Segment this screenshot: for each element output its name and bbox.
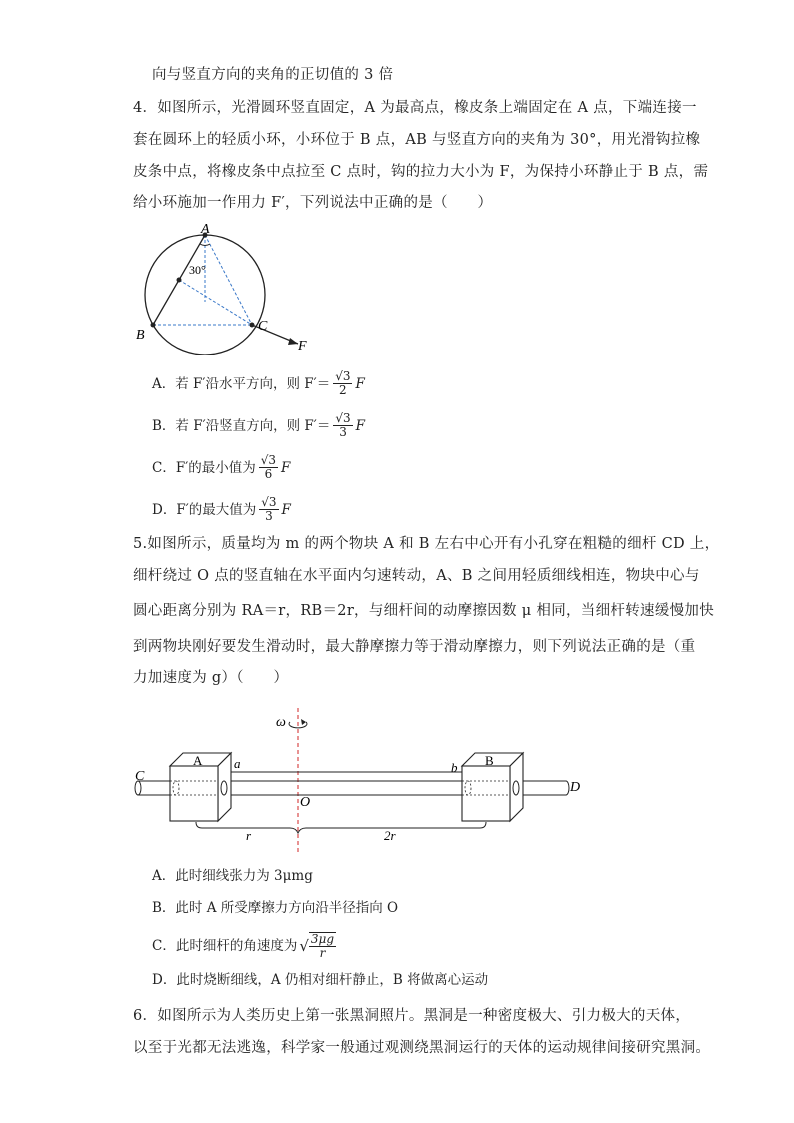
label-d-rod: D <box>570 780 581 795</box>
distance-brace <box>196 822 486 833</box>
q4-figure <box>130 220 330 355</box>
ac-dash <box>205 235 252 325</box>
label-angle: 30° <box>189 263 206 277</box>
q5-option-c-text: C．此时细杆的角速度为 <box>152 938 298 954</box>
angle-arc-icon <box>200 244 210 246</box>
q5-option-c-fraction: $\frac{3\mu g}{r}$ <box>310 932 335 960</box>
q5-line-3: 圆心距离分别为 RA＝r，RB＝2r，与细杆间的动摩擦因数 μ 相同，当细杆转速缓慢加快 <box>133 603 714 619</box>
q4-option-d-text: D．F′的最大值为 <box>152 501 257 518</box>
q5-option-b[interactable] <box>152 898 398 918</box>
q4-option-c-text: C．F′的最小值为 <box>152 459 256 476</box>
point-c <box>250 323 255 328</box>
q4-line-1: 4．如图所示，光滑圆环竖直固定，A 为最高点，橡皮条上端固定在 A 点，下端连接一 <box>133 100 697 116</box>
q4-option-d-tail: F <box>281 501 291 518</box>
mid-c-dash <box>179 280 252 325</box>
q4-option-c-tail: F <box>281 459 291 476</box>
label-block-a: A <box>193 753 203 768</box>
label-o: O <box>300 795 311 810</box>
q5-line-1: 5.如图所示，质量均为 m 的两个物块 A 和 B 左右中心开有小孔穿在粗糙的细杆 CD 上， <box>133 536 720 552</box>
q5-option-b-text: B．此时 A 所受摩擦力方向沿半径指向 O <box>152 900 399 916</box>
q5-option-a[interactable] <box>152 866 313 886</box>
q4-option-c[interactable] <box>152 454 290 481</box>
label-c: C <box>258 319 268 334</box>
q4-option-d[interactable] <box>152 496 291 523</box>
q5-option-d[interactable] <box>152 970 488 990</box>
q4-option-b-text: B．若 F′沿竖直方向，则 F′＝ <box>152 417 331 434</box>
q4-option-a-text: A．若 F′沿水平方向，则 F′＝ <box>152 375 331 392</box>
rod-end-d <box>566 781 569 795</box>
point-b <box>151 323 156 328</box>
q4-option-a[interactable] <box>152 370 365 397</box>
q6-line-1: 6．如图所示为人类历史上第一张黑洞照片。黑洞是一种密度极大、引力极大的天体， <box>133 1008 691 1024</box>
q5-line-5: 力加速度为 g）（ ） <box>133 670 289 686</box>
label-b-end: b <box>451 760 458 775</box>
q4-option-d-fraction: $\frac{√3}{3}$ <box>261 495 277 523</box>
label-block-b: B <box>485 753 494 768</box>
q4-option-b[interactable] <box>152 412 365 439</box>
q4-option-c-fraction: $\frac{√3}{6}$ <box>260 453 277 481</box>
label-b: B <box>136 328 145 343</box>
rotation-arrowhead-icon <box>301 719 306 725</box>
q4-line-4: 给小环施加一作用力 F′，下列说法中正确的是（ ） <box>133 195 493 211</box>
label-r: r <box>246 828 252 843</box>
label-c-rod: C <box>135 769 145 784</box>
continuation-line: 向与竖直方向的夹角的正切值的 3 倍 <box>152 67 394 83</box>
q6-line-2: 以至于光都无法逃逸，科学家一般通过观测绕黑洞运行的天体的运动规律间接研究黑洞。 <box>133 1040 711 1056</box>
point-mid <box>177 278 182 283</box>
q4-option-a-fraction: $\frac{√3}{2}$ <box>335 369 351 397</box>
q5-figure <box>130 708 600 853</box>
q5-line-4: 到两物块刚好要发生滑动时，最大静摩擦力等于滑动摩擦力，则下列说法正确的是（重 <box>133 639 696 655</box>
q4-option-b-fraction: $\frac{√3}{3}$ <box>335 411 351 439</box>
q4-line-2: 套在圆环上的轻质小环，小环位于 B 点，AB 与竖直方向的夹角为 30°，用光滑钩拉橡 <box>133 132 701 148</box>
label-2r: 2r <box>384 828 396 843</box>
q4-option-b-tail: F <box>355 417 366 434</box>
q5-option-c[interactable] <box>152 932 339 960</box>
q4-option-a-tail: F <box>355 375 365 392</box>
q5-line-2: 细杆绕过 O 点的竖直轴在水平面内匀速转动，A、B 之间用轻质细线相连，物块中心与 <box>133 568 700 584</box>
label-a: A <box>201 222 210 237</box>
radical-sign-icon: √ <box>299 937 309 955</box>
label-a-end: a <box>234 756 241 771</box>
q5-option-a-text: A．此时细线张力为 3μmg <box>152 868 313 884</box>
label-f: F <box>298 339 307 354</box>
force-f-arrow-icon <box>288 338 298 345</box>
label-omega: ω <box>276 715 286 730</box>
q4-line-3: 皮条中点，将橡皮条中点拉至 C 点时，钩的拉力大小为 F，为保持小环静止于 B 点，需 <box>133 164 709 180</box>
q5-option-d-text: D．此时烧断细线，A 仍相对细杆静止，B 将做离心运动 <box>152 972 489 988</box>
